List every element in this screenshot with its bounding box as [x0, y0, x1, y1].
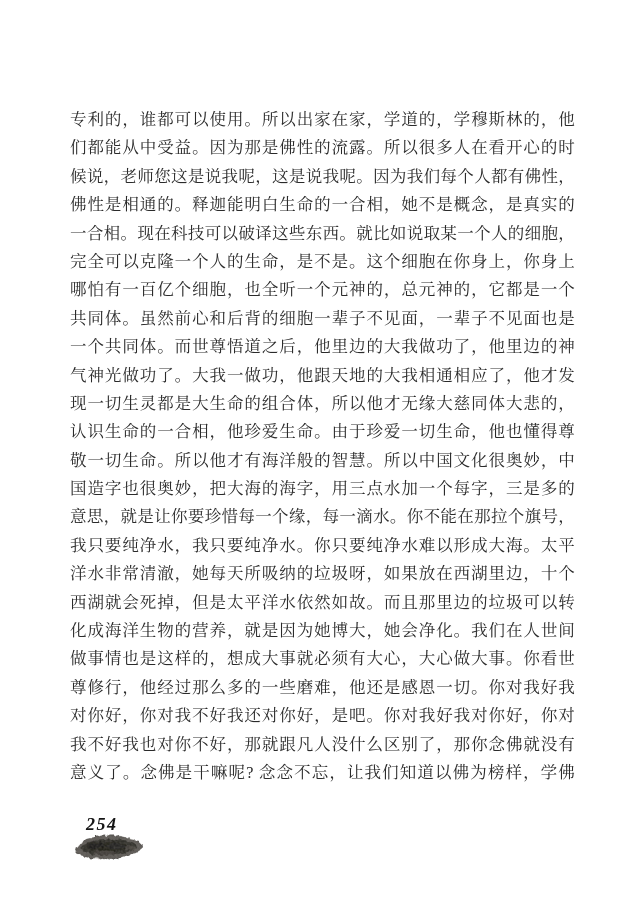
- text-line: 现一切生灵都是大生命的组合体，所以他才无缘大慈同体大悲的，: [70, 393, 575, 413]
- text-line: 意义了。念佛是干嘛呢? 念念不忘，让我们知道以佛为榜样，学佛: [70, 762, 575, 782]
- page-number: 254: [86, 814, 118, 834]
- ink-brush-smudge-icon: [72, 833, 146, 863]
- text-line: 佛性是相通的。释迦能明白生命的一合相，她不是概念，是真实的: [70, 195, 575, 215]
- text-line: 洋水非常清澈，她每天所吸纳的垃圾呀，如果放在西湖里边，十个: [70, 564, 575, 584]
- text-line: 一个共同体。而世尊悟道之后，他里边的大我做功了，他里边的神: [70, 337, 575, 357]
- text-line: 做事情也是这样的，想成大事就必须有大心，大心做大事。你看世: [70, 649, 575, 669]
- text-line: 国造字也很奥妙，把大海的海字，用三点水加一个每字，三是多的: [70, 479, 575, 499]
- body-text-block: [70, 106, 575, 787]
- text-line: 西湖就会死掉，但是太平洋水依然如故。而且那里边的垃圾可以转: [70, 592, 575, 612]
- text-line: 意思，就是让你要珍惜每一个缘，每一滴水。你不能在那拉个旗号，: [70, 507, 575, 527]
- text-line: 们都能从中受益。因为那是佛性的流露。所以很多人在看开心的时: [70, 138, 575, 158]
- text-line: 共同体。虽然前心和后背的细胞一辈子不见面，一辈子不见面也是: [70, 308, 575, 328]
- text-line: 哪怕有一百亿个细胞，也全听一个元神的，总元神的，它都是一个: [70, 280, 575, 300]
- text-line: 一合相。现在科技可以破译这些东西。就比如说取某一个人的细胞，: [70, 223, 575, 243]
- text-line: 化成海洋生物的营养，就是因为她博大，她会净化。我们在人世间: [70, 621, 575, 641]
- text-line: 我不好我也对你不好，那就跟凡人没什么区别了，那你念佛就没有: [70, 734, 575, 754]
- text-line: 认识生命的一合相，他珍爱生命。由于珍爱一切生命，他也懂得尊: [70, 422, 575, 442]
- text-line: 我只要纯净水，我只要纯净水。你只要纯净水难以形成大海。太平: [70, 535, 575, 555]
- page-footer: [72, 814, 172, 874]
- text-line: 对你好，你对我不好我还对你好，是吧。你对我好我对你好，你对: [70, 706, 575, 726]
- text-line: 完全可以克隆一个人的生命，是不是。这个细胞在你身上，你身上: [70, 251, 575, 271]
- text-line: 气神光做功了。大我一做功，他跟天地的大我相通相应了，他才发: [70, 365, 575, 385]
- text-line: 尊修行，他经过那么多的一些磨难，他还是感恩一切。你对我好我: [70, 677, 575, 697]
- text-line: 敬一切生命。所以他才有海洋般的智慧。所以中国文化很奥妙，中: [70, 450, 575, 470]
- text-line: 候说，老师您这是说我呢，这是说我呢。因为我们每个人都有佛性，: [70, 166, 575, 186]
- text-line: 专利的，谁都可以使用。所以出家在家，学道的，学穆斯林的，他: [70, 110, 575, 129]
